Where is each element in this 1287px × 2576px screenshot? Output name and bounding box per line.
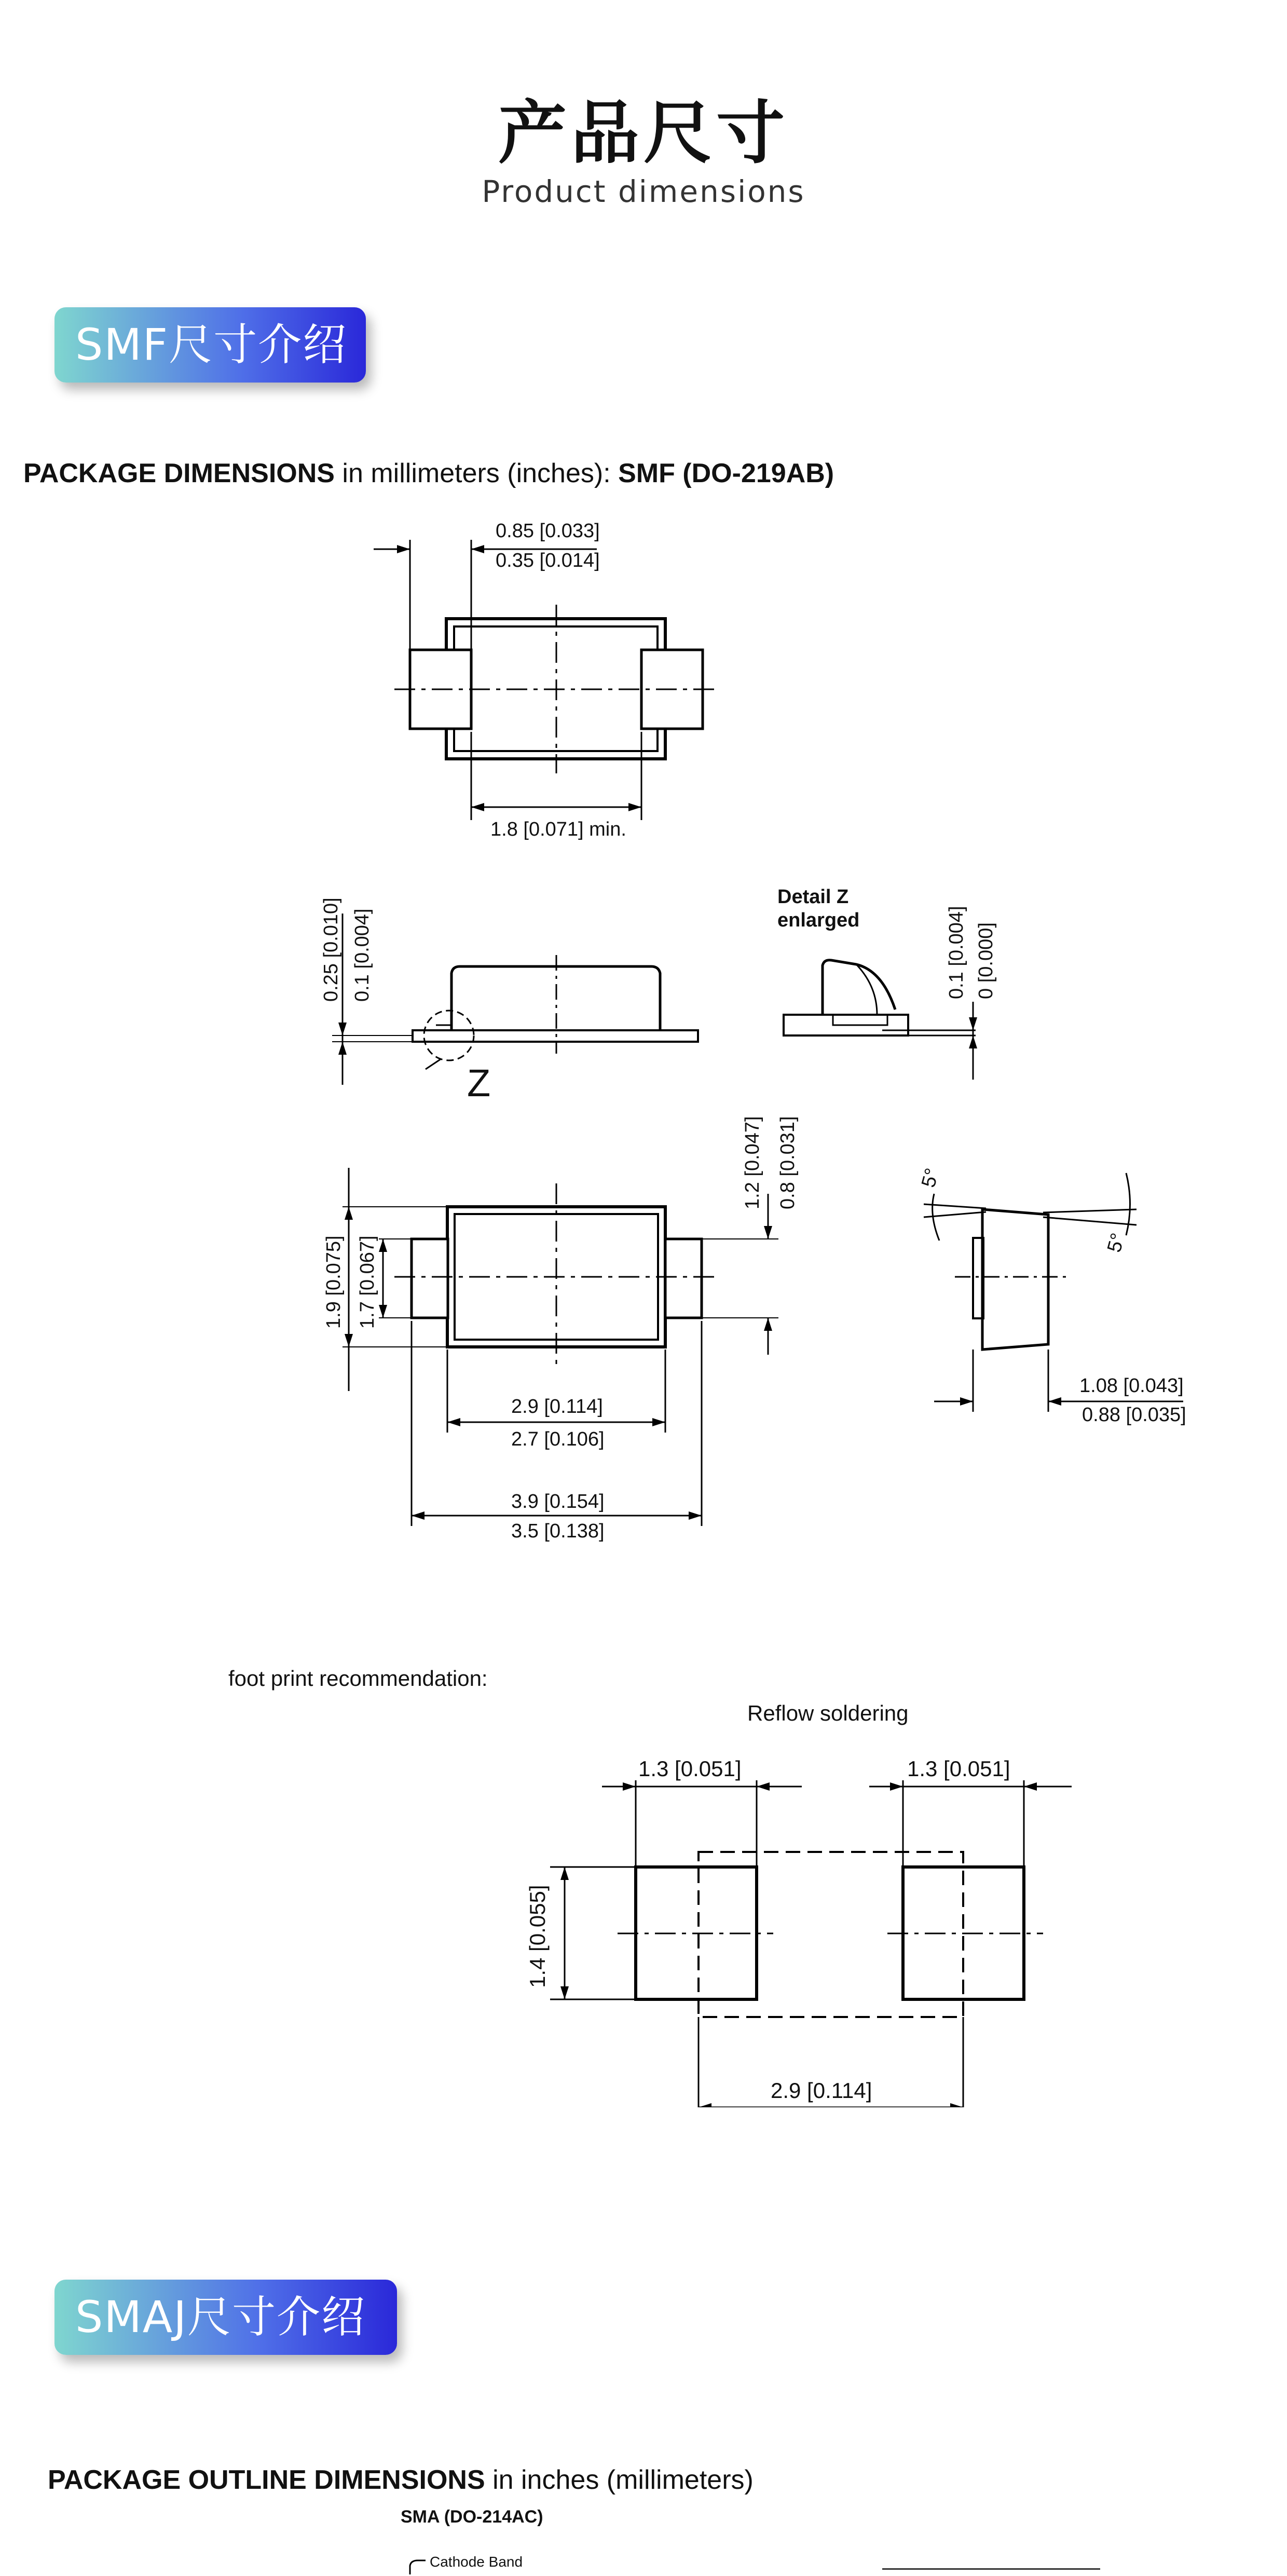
dim-label: 2.9 [0.114]: [511, 1396, 603, 1418]
smf-body-view: [343, 1168, 778, 1526]
page-title: 产品尺寸: [498, 93, 789, 173]
smf-package-heading: [23, 458, 834, 489]
smf-side-view: [332, 914, 698, 1085]
angle-label: 5°: [918, 1166, 944, 1190]
smaj-package-subheading: SMA (DO-214AC): [401, 2507, 543, 2527]
smf-top-view: [374, 540, 719, 820]
smf-footprint-drawing: [550, 1780, 1072, 2107]
angle-label: 5°: [1103, 1231, 1130, 1255]
dim-label: 3.9 [0.154]: [511, 1491, 605, 1512]
dim-label: 0.25 [0.010]: [320, 897, 342, 1002]
dim-label: 1.4 [0.055]: [525, 1885, 550, 1988]
dim-label: 0.1 [0.004]: [351, 908, 373, 1002]
detail-z-marker: Z: [467, 1061, 491, 1105]
dim-label: 1.3 [0.051]: [907, 1756, 1010, 1781]
smaj-section-badge: SMAJ尺寸介绍: [54, 2280, 397, 2355]
smaj-outline-edge: [882, 2568, 1100, 2576]
dim-label: 0.35 [0.014]: [496, 550, 600, 571]
smaj-package-heading: [48, 2464, 754, 2496]
dim-label: 0 [0.000]: [975, 922, 997, 999]
footprint-subtitle: Reflow soldering: [747, 1701, 909, 1725]
smf-heading-bold: PACKAGE DIMENSIONS: [23, 458, 335, 488]
dim-label: 1.9 [0.075]: [323, 1235, 345, 1329]
dim-label: 0.1 [0.004]: [946, 906, 967, 999]
smf-section-badge: SMF尺寸介绍: [54, 307, 366, 383]
cathode-band-label: Cathode Band: [430, 2554, 523, 2570]
detail-z-title: Detail Z: [777, 886, 849, 908]
dim-label: 0.88 [0.035]: [1082, 1404, 1186, 1426]
dim-label: 0.8 [0.031]: [777, 1116, 799, 1209]
dim-label: 1.7 [0.067]: [357, 1235, 378, 1329]
dim-label: 0.85 [0.033]: [496, 520, 600, 542]
dim-label: 1.3 [0.051]: [638, 1756, 742, 1781]
footprint-label: foot print recommendation:: [228, 1666, 488, 1691]
smaj-outline-drawing: [394, 2551, 602, 2574]
dim-label: 2.7 [0.106]: [511, 1428, 605, 1450]
detail-z-subtitle: enlarged: [777, 909, 860, 931]
smaj-heading-rest: in inches (millimeters): [485, 2465, 754, 2495]
dim-label: 1.8 [0.071] min.: [490, 819, 626, 840]
dim-label: 3.5 [0.138]: [511, 1520, 605, 1542]
dim-label: 1.08 [0.043]: [1079, 1375, 1184, 1397]
smf-dimension-drawing: [0, 498, 1287, 2107]
dim-label: 1.2 [0.047]: [742, 1116, 763, 1209]
smf-heading-mid: in millimeters (inches):: [334, 458, 619, 488]
smf-heading-package: SMF (DO-219AB): [618, 458, 834, 488]
smaj-heading-bold: PACKAGE OUTLINE DIMENSIONS: [48, 2465, 485, 2495]
page-subtitle: Product dimensions: [482, 174, 805, 209]
dim-label: 2.9 [0.114]: [771, 2078, 872, 2103]
